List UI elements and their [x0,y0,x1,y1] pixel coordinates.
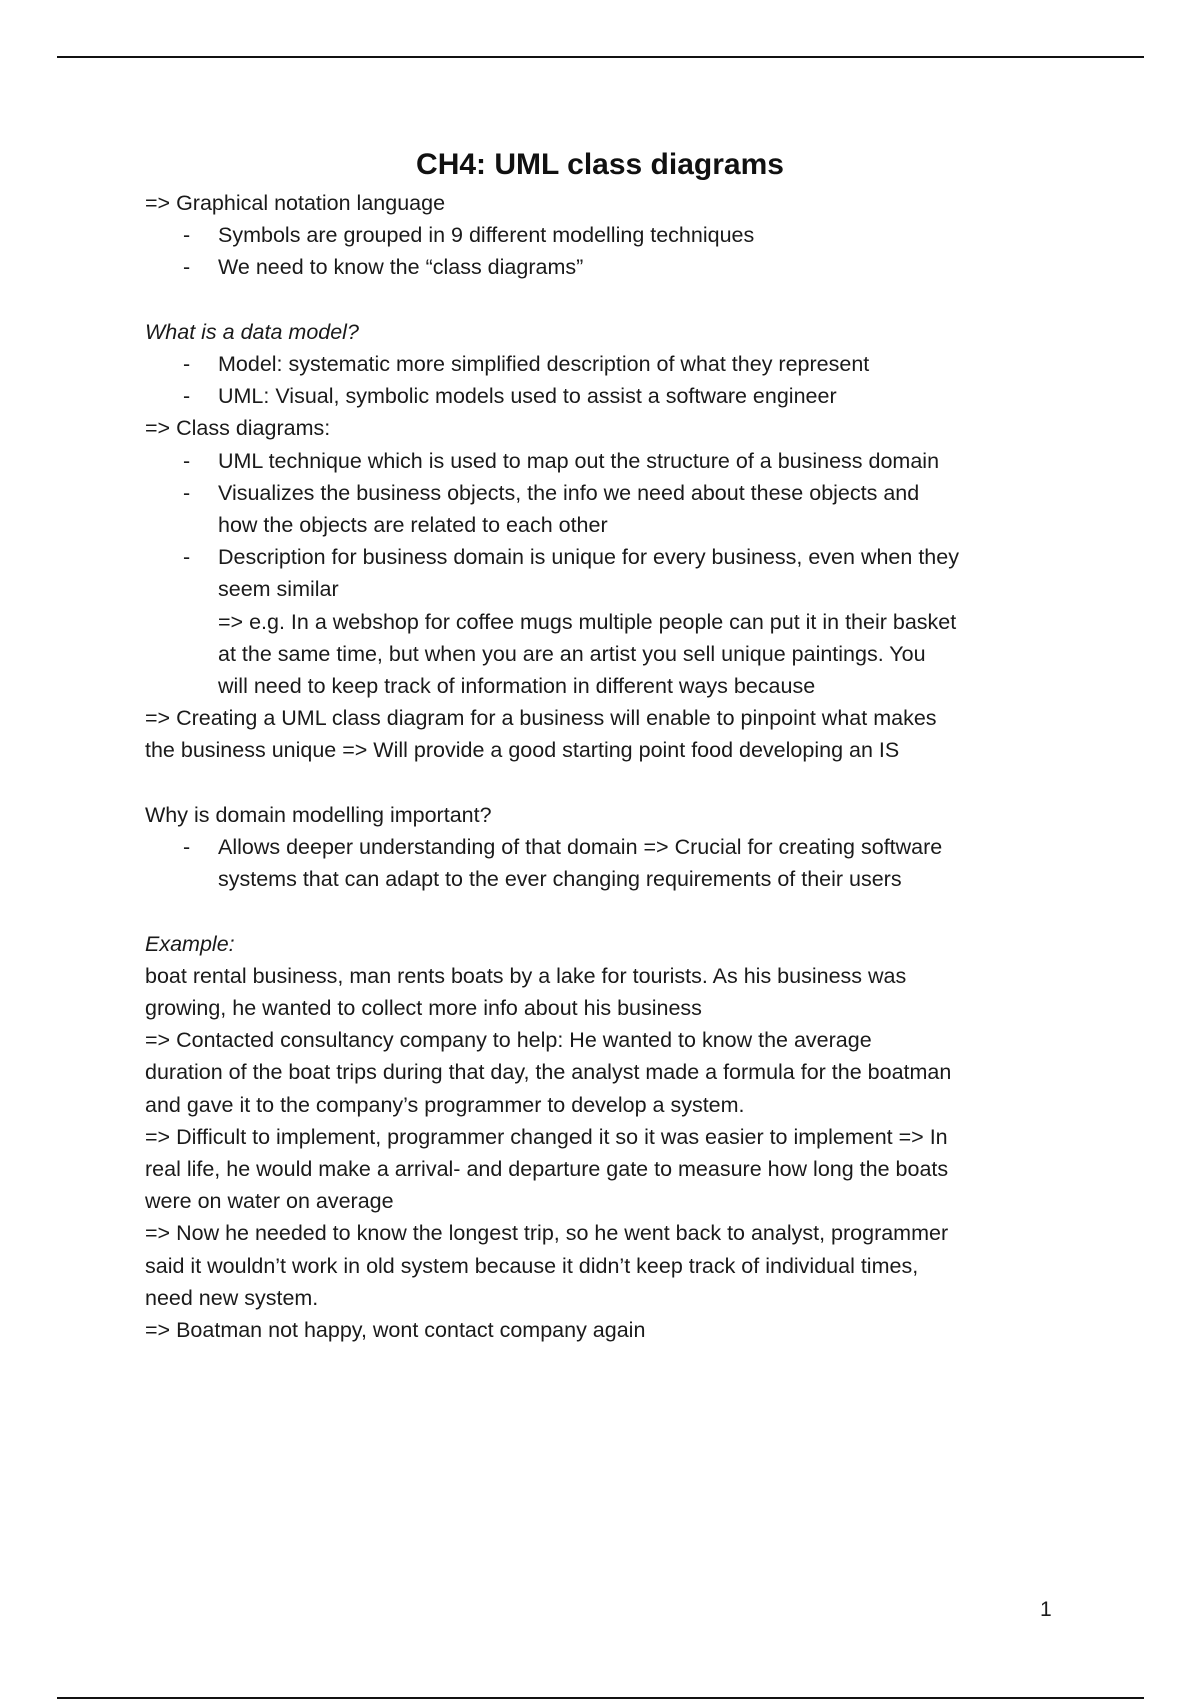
paragraph-line: were on water on average [145,1189,394,1214]
section-heading-importance: Why is domain modelling important? [145,802,492,827]
list-item-text: Visualizes the business objects, the info we need about these objects and [218,480,920,505]
list-item [145,831,1065,863]
list-item [145,348,1065,380]
list-item-continuation: => e.g. In a webshop for coffee mugs multiple people can put it in their basket [218,609,957,634]
section-heading-data-model: What is a data model? [145,319,359,344]
bullet-dash: - [183,255,191,280]
header-rule [57,56,1144,58]
list-item-text: Model: systematic more simplified description of what they represent [218,352,870,376]
page-title: CH4: UML class diagrams [416,148,784,181]
paragraph-line: need new system. [145,1285,319,1310]
list-item [145,445,1065,477]
spacer [145,767,1065,799]
paragraph-line: boat rental business, man rents boats by a lake for tourists. As his business was [145,963,907,988]
paragraph-line: real life, he would make a arrival- and departure gate to measure how long the boats [145,1157,949,1182]
section-heading-example: Example: [145,931,235,956]
paragraph-line: => Creating a UML class diagram for a business will enable to pinpoint what makes [145,706,937,731]
paragraph-line: => Difficult to implement, programmer changed it so it was easier to implement => In [145,1124,948,1149]
intro-line: => Graphical notation language [145,191,446,215]
list-item-text: Symbols are grouped in 9 different modelling techniques [218,223,755,248]
document-body [145,187,1065,1346]
list-item-text: Description for business domain is unique for every business, even when they [218,545,959,570]
bullet-dash: - [183,352,191,376]
bullet-dash: - [183,835,191,860]
list-item-text: Allows deeper understanding of that domain => Crucial for creating software [218,835,943,860]
spacer [145,284,1065,316]
list-item [145,380,1065,412]
paragraph-line: said it wouldn’t work in old system because it didn’t keep track of individual times, [145,1253,919,1278]
page-number: 1 [1040,1598,1052,1621]
bullet-dash: - [183,448,191,473]
paragraph-line: => Contacted consultancy company to help: He wanted to know the average [145,1028,872,1053]
list-item-continuation: how the objects are related to each other [218,513,608,538]
paragraph-line: => Now he needed to know the longest trip, so he went back to analyst, programmer [145,1221,949,1246]
list-item-continuation: will need to keep track of information in different ways because [218,674,816,699]
list-item [145,251,1065,283]
list-item-text: We need to know the “class diagrams” [218,255,584,280]
paragraph-line: growing, he wanted to collect more info about his business [145,996,702,1021]
list-item [145,541,1065,573]
paragraph-line: duration of the boat trips during that day, the analyst made a formula for the boatman [145,1060,952,1085]
bullet-dash: - [183,480,191,505]
list-item-continuation: systems that can adapt to the ever changing requirements of their users [218,867,902,892]
spacer [145,895,1065,927]
list-item-continuation: seem similar [218,577,339,602]
list-item-text: UML technique which is used to map out the structure of a business domain [218,448,940,473]
list-item [145,477,1065,509]
class-diagrams-line: => Class diagrams: [145,416,331,441]
list-item-continuation: at the same time, but when you are an artist you sell unique paintings. You [218,641,926,666]
bullet-dash: - [183,545,191,570]
paragraph-line: the business unique => Will provide a good starting point food developing an IS [145,738,900,763]
bullet-dash: - [183,384,191,409]
list-item [145,219,1065,251]
footer-rule [57,1697,1144,1699]
paragraph-line: => Boatman not happy, wont contact company again [145,1318,646,1343]
paragraph-line: and gave it to the company’s programmer to develop a system. [145,1092,745,1117]
bullet-dash: - [183,223,191,248]
list-item-text: UML: Visual, symbolic models used to assist a software engineer [218,384,837,409]
